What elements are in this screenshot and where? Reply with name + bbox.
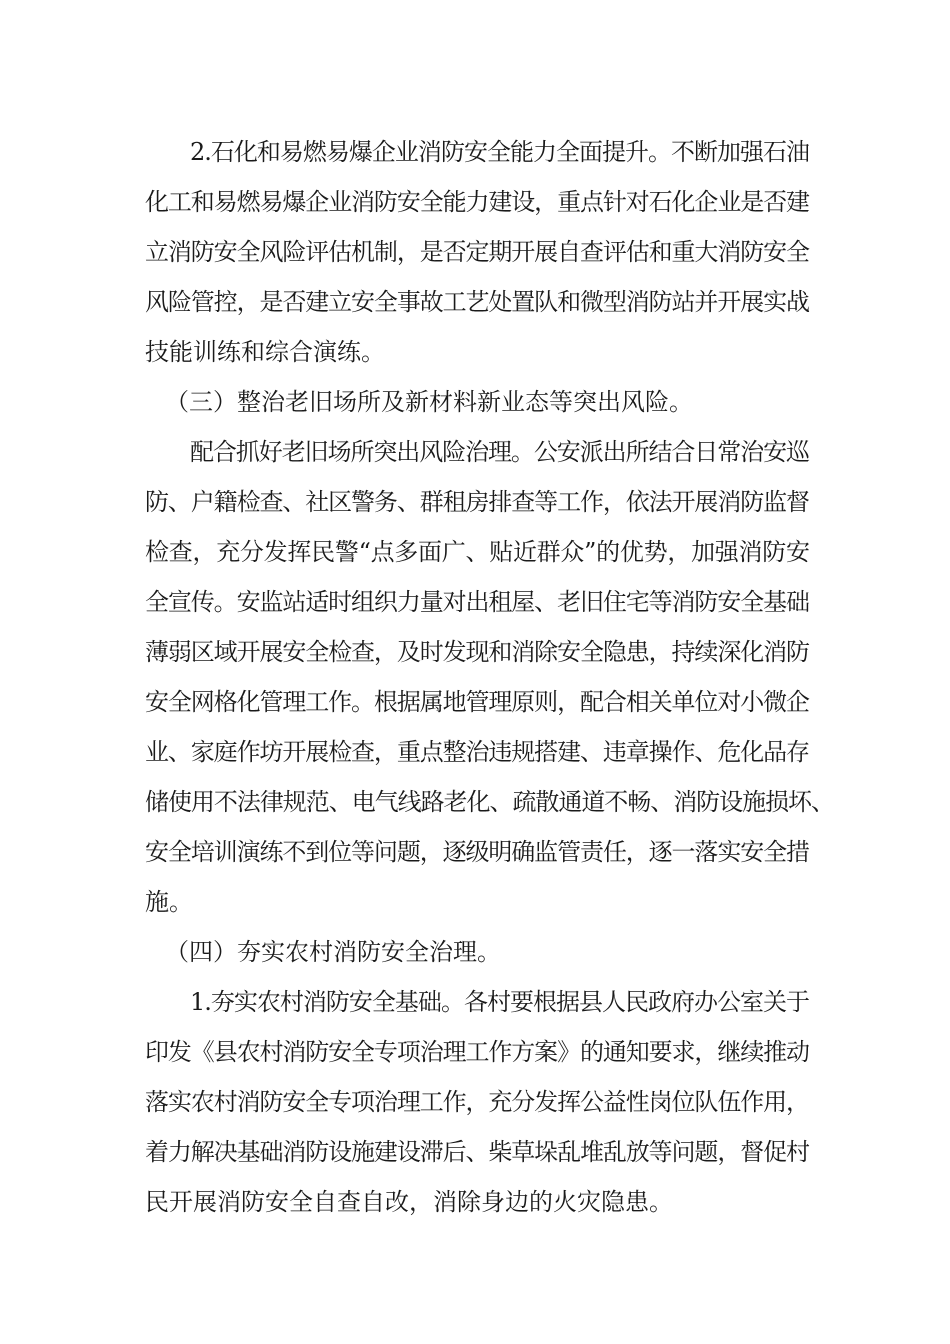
paragraph-line: 安全网格化管理工作。根据属地管理原则，配合相关单位对小微企: [145, 688, 809, 716]
paragraph-line: 安全培训演练不到位等问题，逐级明确监管责任，逐一落实安全措: [145, 838, 809, 866]
paragraph-line: 民开展消防安全自查自改，消除身边的火灾隐患。: [145, 1188, 673, 1216]
section-heading: （四）夯实农村消防安全治理。: [165, 938, 501, 966]
paragraph-line: 配合抓好老旧场所突出风险治理。公安派出所结合日常治安巡: [190, 438, 809, 466]
section-heading: （三）整治老旧场所及新材料新业态等突出风险。: [165, 388, 693, 416]
paragraph-line: 薄弱区域开展安全检查，及时发现和消除安全隐患，持续深化消防: [145, 638, 809, 666]
paragraph-line: 防、户籍检查、社区警务、群租房排查等工作，依法开展消防监督: [145, 488, 809, 516]
paragraph-line: 业、家庭作坊开展检查，重点整治违规搭建、违章操作、危化品存: [145, 738, 809, 766]
paragraph-line: 化工和易燃易爆企业消防安全能力建设，重点针对石化企业是否建: [145, 188, 809, 216]
paragraph-line: 落实农村消防安全专项治理工作，充分发挥公益性岗位队伍作用，: [145, 1088, 809, 1116]
paragraph-line: 风险管控，是否建立安全事故工艺处置队和微型消防站并开展实战: [145, 288, 809, 316]
paragraph-line: 印发《县农村消防安全专项治理工作方案》的通知要求，继续推动: [145, 1038, 809, 1066]
paragraph-line: 着力解决基础消防设施建设滞后、柴草垛乱堆乱放等问题，督促村: [145, 1138, 809, 1166]
paragraph-line: 全宣传。安监站适时组织力量对出租屋、老旧住宅等消防安全基础: [145, 588, 809, 616]
paragraph-line: 施。: [145, 888, 193, 916]
paragraph-line: 检查，充分发挥民警“点多面广、贴近群众”的优势，加强消防安: [145, 538, 810, 566]
paragraph-line: 技能训练和综合演练。: [145, 338, 385, 366]
paragraph-line: 1.夯实农村消防安全基础。各村要根据县人民政府办公室关于: [190, 988, 809, 1016]
paragraph-line: 储使用不法律规范、电气线路老化、疏散通道不畅、消防设施损坏、: [145, 788, 834, 816]
paragraph-line: 2.石化和易燃易爆企业消防安全能力全面提升。不断加强石油: [190, 138, 809, 166]
paragraph-line: 立消防安全风险评估机制，是否定期开展自查评估和重大消防安全: [145, 238, 809, 266]
